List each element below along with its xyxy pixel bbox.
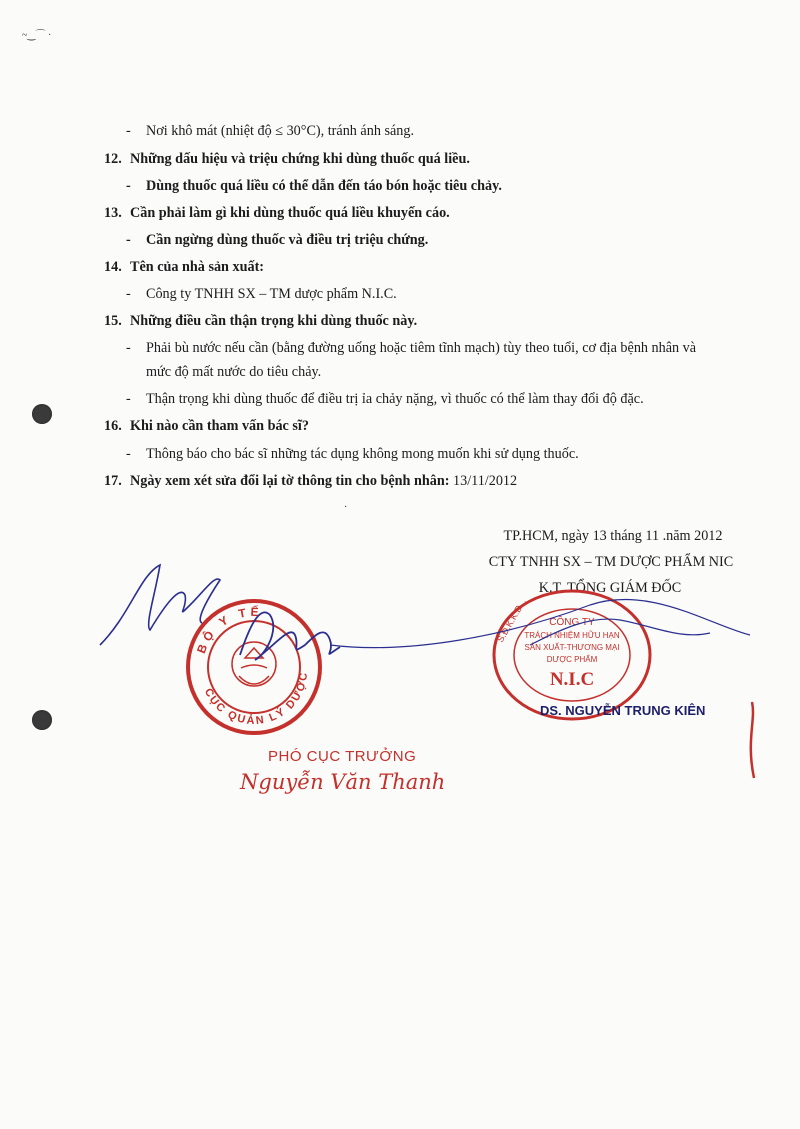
section-heading-16	[104, 417, 309, 435]
heading-number: 13.	[104, 205, 122, 221]
place-date: TP.HCM, ngày 13 tháng 11 .năm 2012	[503, 528, 723, 544]
section-heading-13	[104, 204, 450, 222]
bullet-dash: -	[126, 391, 131, 407]
seal-line-1: CÔNG TY	[549, 617, 595, 628]
bullet-text: Nơi khô mát (nhiệt độ ≤ 30°C), tránh ánh sáng.	[146, 123, 415, 139]
signer-name: DS. NGUYỄN TRUNG KIÊN	[540, 703, 706, 718]
list-item	[126, 445, 579, 463]
seal-line-5: N.I.C	[549, 669, 595, 690]
heading-text: Tên của nhà sản xuất:	[130, 259, 265, 275]
bullet-dash: -	[126, 178, 131, 194]
bullet-continuation: mức độ mất nước do tiêu chảy.	[146, 364, 322, 380]
bullet-text: Dùng thuốc quá liều có thể dẫn đến táo bón hoặc tiêu chảy.	[146, 178, 502, 194]
revision-date: 13/11/2012	[449, 473, 518, 489]
bullet-text: Công ty TNHH SX – TM dược phẩm N.I.C.	[146, 286, 397, 302]
agency-seal-bottom-text: CỤC QUẢN LÝ DƯỢC	[201, 670, 311, 728]
bullet-text: Phải bù nước nếu cần (bằng đường uống hoặc tiêm tĩnh mạch) tùy theo tuổi, cơ địa bệnh nhân và	[146, 340, 697, 356]
heading-number: 17.	[104, 473, 122, 489]
heading-number: 14.	[104, 259, 122, 275]
list-item	[126, 122, 415, 140]
bullet-dash: -	[126, 446, 131, 462]
list-item	[126, 177, 502, 195]
heading-number: 12.	[104, 151, 122, 167]
bullet-dash: -	[126, 232, 131, 248]
section-heading-17	[104, 472, 517, 490]
bullet-dash: -	[126, 340, 131, 356]
seal-line-2: TRÁCH NHIỆM HỮU HẠN	[524, 631, 620, 640]
punch-hole-bottom	[32, 710, 52, 730]
list-item	[126, 231, 429, 249]
bullet-text: Cần ngừng dùng thuốc và điều trị triệu chứng.	[146, 232, 429, 248]
heading-text: Những điều cần thận trọng khi dùng thuốc này.	[130, 313, 418, 329]
margin-red-mark	[742, 700, 762, 780]
seal-line-4: DƯỢC PHẨM	[546, 655, 598, 664]
heading-text: Cần phải làm gì khi dùng thuốc quá liều khuyến cáo.	[130, 205, 450, 221]
list-item	[126, 285, 397, 303]
section-heading-15	[104, 312, 417, 330]
signer-title: K.T. TỔNG GIÁM ĐỐC	[538, 580, 682, 596]
heading-number: 16.	[104, 418, 122, 434]
punch-hole-top	[32, 404, 52, 424]
list-item	[126, 390, 644, 408]
section-heading-12	[104, 150, 470, 168]
bullet-text: Thông báo cho bác sĩ những tác dụng không mong muốn khi sử dụng thuốc.	[146, 446, 579, 462]
list-item	[126, 339, 697, 357]
bullet-dash: -	[126, 123, 131, 139]
heading-text: Những dấu hiệu và triệu chứng khi dùng thuốc quá liều.	[130, 151, 470, 167]
deputy-director-name: Nguyễn Văn Thanh	[240, 770, 446, 794]
deputy-director-title: PHÓ CỤC TRƯỞNG	[268, 748, 417, 765]
agency-seal-top-text: BỘ Y TẾ	[193, 604, 263, 656]
seal-ring-text: S.Đ.K.K.D...	[495, 596, 528, 644]
heading-text: Khi nào cần tham vấn bác sĩ?	[130, 418, 309, 434]
heading-number: 15.	[104, 313, 122, 329]
seal-line-3: SẢN XUẤT-THƯƠNG MẠI	[524, 643, 620, 652]
speck: ·	[344, 502, 348, 513]
scan-mark: ~‿⌒ ·	[22, 30, 52, 41]
section-heading-14	[104, 258, 264, 276]
heading-text: Ngày xem xét sửa đổi lại tờ thông tin cho bệnh nhân:	[130, 473, 450, 489]
handwritten-signatures	[90, 535, 760, 685]
bullet-text: Thận trọng khi dùng thuốc để điều trị ỉa chảy nặng, vì thuốc có thể làm thay đổi độ đặc.	[146, 391, 644, 407]
company-name: CTY TNHH SX – TM DƯỢC PHẨM NIC	[488, 554, 734, 570]
bullet-dash: -	[126, 286, 131, 302]
